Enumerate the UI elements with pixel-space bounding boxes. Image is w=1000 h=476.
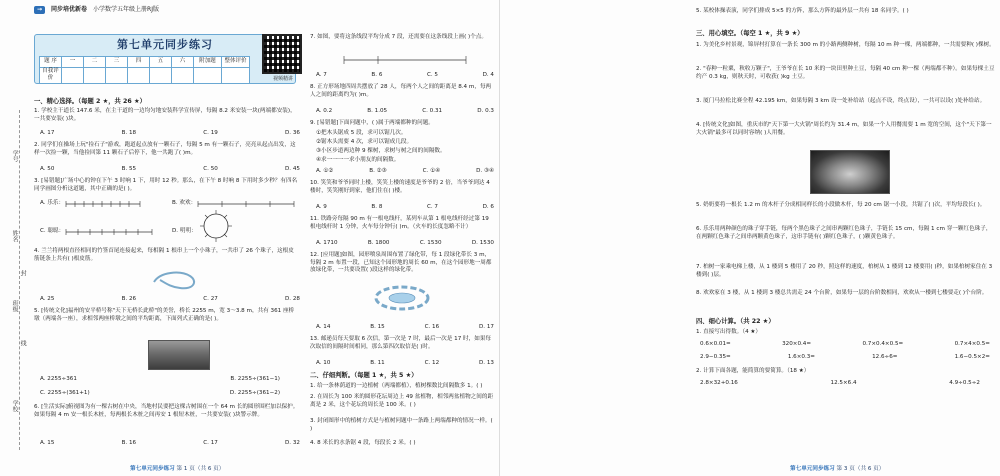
grade-label: 小学数学五年级上册RJ版 [93,6,159,13]
cell: 二 [84,57,106,68]
cell[interactable] [194,68,222,84]
calc-2-heading: 2. 计算下面各题，能简算的要简算。（18 ★） [696,368,810,374]
option[interactable]: A. 17 [40,130,55,136]
cell: 题 序 [40,57,62,68]
q6-options [40,440,300,448]
qr-code-icon[interactable] [262,34,302,74]
score-header-row [40,57,250,68]
section-1-heading: 一、精心选择。（每题 2 ★，共 26 ★） [34,98,146,105]
page-title: 第七单元同步练习 [117,38,213,51]
option[interactable]: A. 1710 [316,240,338,246]
q3-diagram-a [64,200,142,208]
q4-options [40,296,300,304]
fill-1: 1. 为美化乡村景观，锦屏村打算在一条长 300 m 的小路两侧种树，每隔 10 m 种一棵，两端都种，一共需要种( )棵树。 [696,42,995,48]
fill-5: 5. 奶奶要将一根长 1.2 m 的木杆子分成相同样长的小段做木杆，每 20 cm 锯一小段，共锯了( )次，平均每段长( )。 [696,202,986,208]
binding-dashed-line [19,110,20,450]
fountain-figure [372,284,432,312]
calc-item: 12.6÷6= [872,354,898,360]
q9-item-1: ①把木头锯成 5 段，求可以锯几次。 [316,130,407,136]
cell: 自我评价 [40,68,62,84]
option[interactable]: C. 1530 [419,240,442,246]
footer-unit: 第七单元同步练习 [790,466,835,473]
label-line: 线 [19,340,27,346]
calc-item: 0.6×0.01= [700,341,731,347]
q7-segment-figure [340,50,470,66]
question-4: 4. 兰兰将两根直径相同的竹签首尾连接起来，每相隔 1 根串上一个小珠子，一共串了 26 个珠子，这根皮筋链条上共有( )根皮筋。 [34,248,294,262]
option[interactable]: D. 1530 [471,240,494,246]
calc-item: 1.6×0.3= [787,354,815,360]
calc-item: 4.9÷0.5÷2 [949,380,980,386]
calc-item: 2.8×32+0.16 [700,380,738,386]
option[interactable]: B. 11 [370,360,385,366]
q3-option-d[interactable]: D. 明明： [172,228,197,234]
cell[interactable] [222,68,250,84]
label-name: 姓名 [11,230,19,242]
q13-options [316,360,494,368]
option[interactable]: B. 55 [121,166,137,172]
fill-3: 3. 厦门马拉松比赛全程 42.195 km，如果每隔 3 km 设一处补给站（起点不设，终点设），一共可以设( )处补给站。 [696,98,986,104]
question-5: 5. [传统文化]福州的安平桥号称"天下无桥长此桥"的美誉，桥长 2255 m，宽 3～3.8 m，共有 361 座桥墩（两端各一座），求相邻两座桥墩之间的平均距离，下面列式正确的是( )。 [34,308,295,322]
question-9: 9. [易错题]下面问题中，( )属于两端都种的问题。 [310,120,434,126]
footer-right [790,466,884,474]
option[interactable]: B. 16 [121,440,137,446]
hotpot-photo [810,150,890,194]
q9-item-3: ③小区步道两边种 9 棵树，求树与树之间的间隔数。 [316,148,446,154]
bridge-photo [148,340,210,370]
calc-item: 0.7×4×0.5= [954,341,990,347]
question-10: 10. 笑笑和爷爷同时上楼，笑笑上楼的速度是爷爷的 2 倍，当爷爷到达 4 楼时，笑笑刚好到家，他们住在( )楼。 [310,180,490,194]
option[interactable]: B. 18 [121,130,137,136]
option[interactable]: C. 27 [203,296,218,302]
judge-3: 3. 封闭图形中的植树方式是与植树问题中一条路上两端都种的情况一样。( ) [310,418,493,432]
calc-item: 2.9−0.35= [700,354,731,360]
judge-1: 1. 给一条林荫道的一边植树（两端都植），植树棵数比间隔数多 1。( ) [310,383,483,389]
calc-item: 0.7×0.4×0.5= [862,341,904,347]
option[interactable]: B. 15 [370,324,385,330]
label-class: 班级 [11,300,19,312]
q3-diagram-b [196,200,296,208]
cell: 三 [106,57,128,68]
q3-diagram-d-circle [198,208,234,244]
option[interactable]: B. 8 [371,204,383,210]
question-2: 2. 同学们在操场上玩"捡石子"游戏，跑道起点放有一颗石子，每隔 5 m 有一颗石子，亮亮从起点出发，这样一次捡一颗，当他捡回第 11 颗石子后停下，他一共跑了( )m。 [34,142,296,156]
option[interactable]: D. 36 [284,130,300,136]
option[interactable]: A. 15 [40,440,55,446]
q5-options-row1 [40,376,280,384]
option[interactable]: B. 26 [121,296,137,302]
option[interactable]: C. 12 [424,360,440,366]
option[interactable]: D. 28 [284,296,300,302]
cell[interactable] [106,68,128,84]
question-6: 6. [生活实际]俯视图为有一棵古树在中央，当地村民要把这棵古树围在一个 64 m 长的圆形围栏加以保护。如果每隔 4 m 安一根长木桩，每两根长木桩之间再安 1 根短木桩，一共要安装( )块警示牌。 [34,404,299,418]
fill-4: 4. [传统文化]如图，重庆市的"天下第一大火锅"周长约为 31.4 m，如果一个人用餐需要 1 m 宽的空间，这个"天下第一大火锅"最多可以同时容纳( )人用餐。 [696,122,992,136]
score-table [39,56,250,84]
q3-option-a[interactable]: A. 乐乐： [40,200,65,206]
option[interactable]: B. 6 [371,72,383,78]
cell: 五 [150,57,172,68]
calc-1-row-1 [700,341,990,349]
option[interactable]: A. 25 [40,296,55,302]
label-seal: 封 [19,270,27,276]
option[interactable]: A. 9 [316,204,327,210]
q4-loop-figure [150,268,200,292]
option[interactable]: D. 13 [479,360,494,366]
q9-options [316,168,494,176]
series-name: 同步培优新卷 [51,6,88,13]
fill-7: 7. 柏树一家乘电梯上楼，从 1 楼到 5 楼用了 20 秒，照这样的速度，柏树从 1 楼到 12 楼要用( )秒，如果柏树家住在 3 楼到( )层。 [696,264,993,278]
question-1: 1. 学校主干道长 147.6 米，在主干道的一边均匀地安装科学宣传屏，每隔 8.2 米安装一块(两端都安装)，一共要安装( )块。 [34,108,296,122]
calc-item: 320×0.4= [782,341,812,347]
q8-options [316,108,494,116]
q7-options [316,72,494,80]
qr-caption: 视频精讲 [272,76,293,82]
q3-option-c[interactable]: C. 聪聪： [40,228,65,234]
cell[interactable] [62,68,84,84]
option[interactable]: C. 19 [203,130,218,136]
q3-option-b[interactable]: B. 欢欢： [172,200,197,206]
judge-2: 2. 在周长为 100 米的圆形花坛周边上 49 盆植物，相邻两盆植物之间的距离是 2 米，这个花坛的周长是 100 米。( ) [310,394,494,408]
q1-options [40,130,300,138]
option[interactable]: B. 2255÷(361−1) [230,376,280,382]
q2-options [40,166,300,174]
option[interactable]: D. 4 [482,72,494,78]
option[interactable]: D. 17 [479,324,494,330]
option[interactable]: A. ①② [316,168,334,174]
cell[interactable] [128,68,150,84]
option[interactable]: A. 14 [316,324,331,330]
option[interactable]: C. 2255÷(361+1) [40,390,90,396]
option[interactable]: B. 1800 [367,240,390,246]
option[interactable]: A. 2255÷361 [40,376,77,382]
option[interactable]: C. 7 [426,204,438,210]
option[interactable]: D. 45 [284,166,300,172]
question-8: 8. 正方形场地四周共摆放了 28 人，每两个人之间的距离是 8.4 m，每两人之间的距离约为( )m。 [310,84,492,98]
option[interactable]: D. ③④ [476,168,494,174]
judge-5: 5. 某校体操表演，同学们排成 5×5 的方阵，那么方阵的最外层一共有 18 名同学。( ) [696,8,909,14]
q5-options-row2 [40,390,280,398]
calc-2-row [700,380,980,388]
title-box [34,34,296,84]
fill-8: 8. 欢欢家在 3 楼，从 1 楼到 3 楼总共需走 24 个台阶，如果每一层的台阶数相同，欢欢从一楼到七楼要走( )个台阶。 [696,290,988,296]
cell[interactable] [172,68,194,84]
q9-item-2: ②锯木头需要 4 次，求可以锯成几段。 [316,139,413,145]
question-12: 12. [应用题]如图，园形喷泉周围布置了绿化带，每 1 段绿化带长 3 m，每隔 2 m 布置一段，已知这个园形地的周长 60 m，在这个园形地一周都放绿化带，一共要设置( )段这样的绿化带。 [310,252,492,274]
option[interactable]: D. 0.3 [477,108,494,114]
option[interactable]: A. 7 [316,72,327,78]
brand-badge: → [34,6,45,14]
option[interactable]: D. 32 [284,440,300,446]
q11-options [316,240,494,248]
q3-diagram-c [64,228,154,236]
header-bar [34,6,159,14]
footer-page: 第 1 页（共 6 页） [176,466,225,473]
cell: 四 [128,57,150,68]
right-page [500,0,1000,476]
option[interactable]: B. ②③ [369,168,387,174]
option[interactable]: C. ①④ [422,168,441,174]
option[interactable]: C. 5 [426,72,438,78]
label-student-no: 学号 [11,150,19,162]
option[interactable]: B. 1.05 [367,108,388,114]
calc-1-heading: 1. 直接写出得数。（4 ★） [696,329,762,335]
question-11: 11. 铁路旁每隔 90 m 有一根电线杆，某列车从第 1 根电线杆经过第 19 根电线杆时 1 分钟，火车每分钟行( )m。（火车的长度忽略不计） [310,216,489,230]
score-eval-row [40,68,250,84]
calc-item: 12.5×6.4 [830,380,857,386]
q9-item-4: ④求一一一一求小朋友的间隔数。 [316,157,400,163]
option[interactable]: A. 0.2 [316,108,333,114]
section-3-heading: 三、用心填空。（每空 1 ★，共 9 ★） [696,30,804,37]
q10-options [316,204,494,212]
label-school: 学校 [11,400,19,412]
binding-strip [0,0,30,476]
footer-page: 第 3 页（共 6 页） [836,466,885,473]
cell[interactable] [150,68,172,84]
option[interactable]: D. 6 [482,204,494,210]
option[interactable]: C. 50 [203,166,218,172]
cell: 附加题 [194,57,222,68]
question-3: 3. [易错题]广场中心的钟在下午 3 时响 1 下，用时 12 秒。那么，在下午 8 时响 8 下用时多少秒？有四名同学画图分析这道题，其中正确的是( )。 [34,178,298,192]
q12-options [316,324,494,332]
question-13: 13. 邮递员每天要取 6 次信，第一次是 7 时，最后一次是 17 时，如果每次取信的间隔时间相同，那么第四次取信是( )时。 [310,336,492,350]
cell[interactable] [84,68,106,84]
question-7: 7. 如图，要将这条线段平均分成 7 段，还需要在这条线段上画( )个点。 [310,34,487,40]
section-2-heading: 二、仔细判断。（每题 1 ★，共 5 ★） [310,372,418,379]
cell: 整体评价 [222,57,250,68]
section-4-heading: 四、细心计算。（共 22 ★） [696,318,775,325]
option[interactable]: C. 0.31 [422,108,443,114]
option[interactable]: A. 50 [40,166,55,172]
option[interactable]: C. 16 [424,324,440,330]
calc-item: 1.6−0.5×2= [954,354,990,360]
calc-1-row-2 [700,354,990,362]
judge-4: 4. 8 米长的水条锯 4 段，每段长 2 米。( ) [310,440,416,446]
footer-left [130,466,224,474]
cell: 一 [62,57,84,68]
option[interactable]: D. 2255÷(361−2) [229,390,280,396]
option[interactable]: C. 17 [203,440,218,446]
fill-6: 6. 乐乐用两种颜色的珠子穿手链，每两个黑色珠子之间串两颗红色珠子，手链长 15 cm，每隔 1 cm 穿一颗红色珠子，在两颗红色珠子之间串两颗黄色珠子，这串手链有( )颗红色珠子，( )颗黄色珠子。 [696,226,992,240]
cell: 六 [172,57,194,68]
option[interactable]: A. 10 [316,360,331,366]
fill-2: 2. "春种一粒粟，秋收万颗子"，王爷爷在长 10 米的一块田里种土豆，每隔 40 cm 种一棵（两端都不种）。如果每棵土豆约产 0.3 kg，则秋天时，可收获( )kg 土豆。 [696,66,995,80]
footer-unit: 第七单元同步练习 [130,466,175,473]
